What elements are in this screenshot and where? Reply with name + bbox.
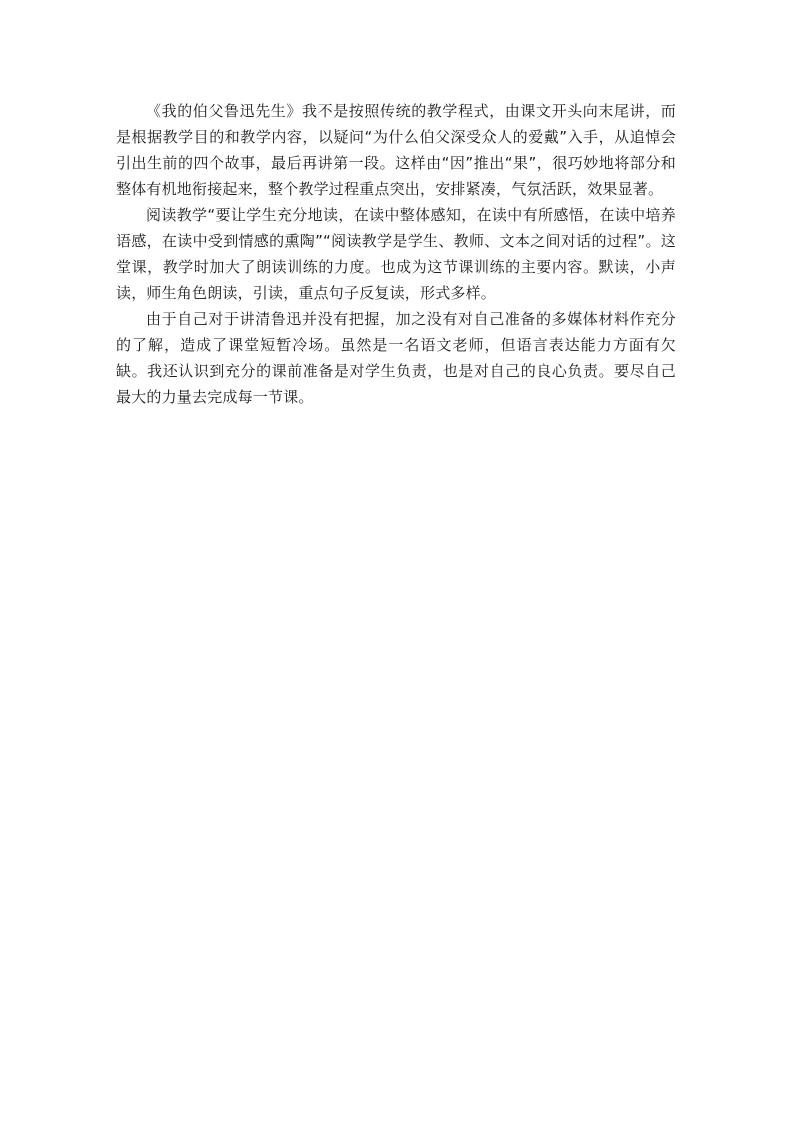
paragraph-3: 由于自己对于讲清鲁迅并没有把握，加之没有对自己准备的多媒体材料作充分的了解，造成了课堂短暂冷场。虽然是一名语文老师，但语言表达能力方面有欠缺。我还认识到充分的课前准备是对学生负责，也是对自己的良心负责。要尽自己最大的力量去完成每一节课。 bbox=[116, 310, 676, 406]
paragraph-2: 阅读教学“要让学生充分地读，在读中整体感知，在读中有所感悟，在读中培养语感，在读中受到情感的熏陶”“阅读教学是学生、教师、文本之间对话的过程”。这堂课，教学时加大了朗读训练的力度。也成为这节课训练的主要内容。默读，小声读，师生角色朗读，引读，重点句子反复读，形式多样。 bbox=[116, 206, 676, 302]
paragraph-1: 《我的伯父鲁迅先生》我不是按照传统的教学程式，由课文开头向末尾讲，而是根据教学目的和教学内容，以疑问“为什么伯父深受众人的爱戴”入手，从追悼会引出生前的四个故事，最后再讲第一段。这样由“因”推出“果”，很巧妙地将部分和整体有机地衔接起来，整个教学过程重点突出，安排紧凑，气氛活跃，效果显著。 bbox=[116, 102, 677, 198]
document-body bbox=[116, 98, 676, 410]
